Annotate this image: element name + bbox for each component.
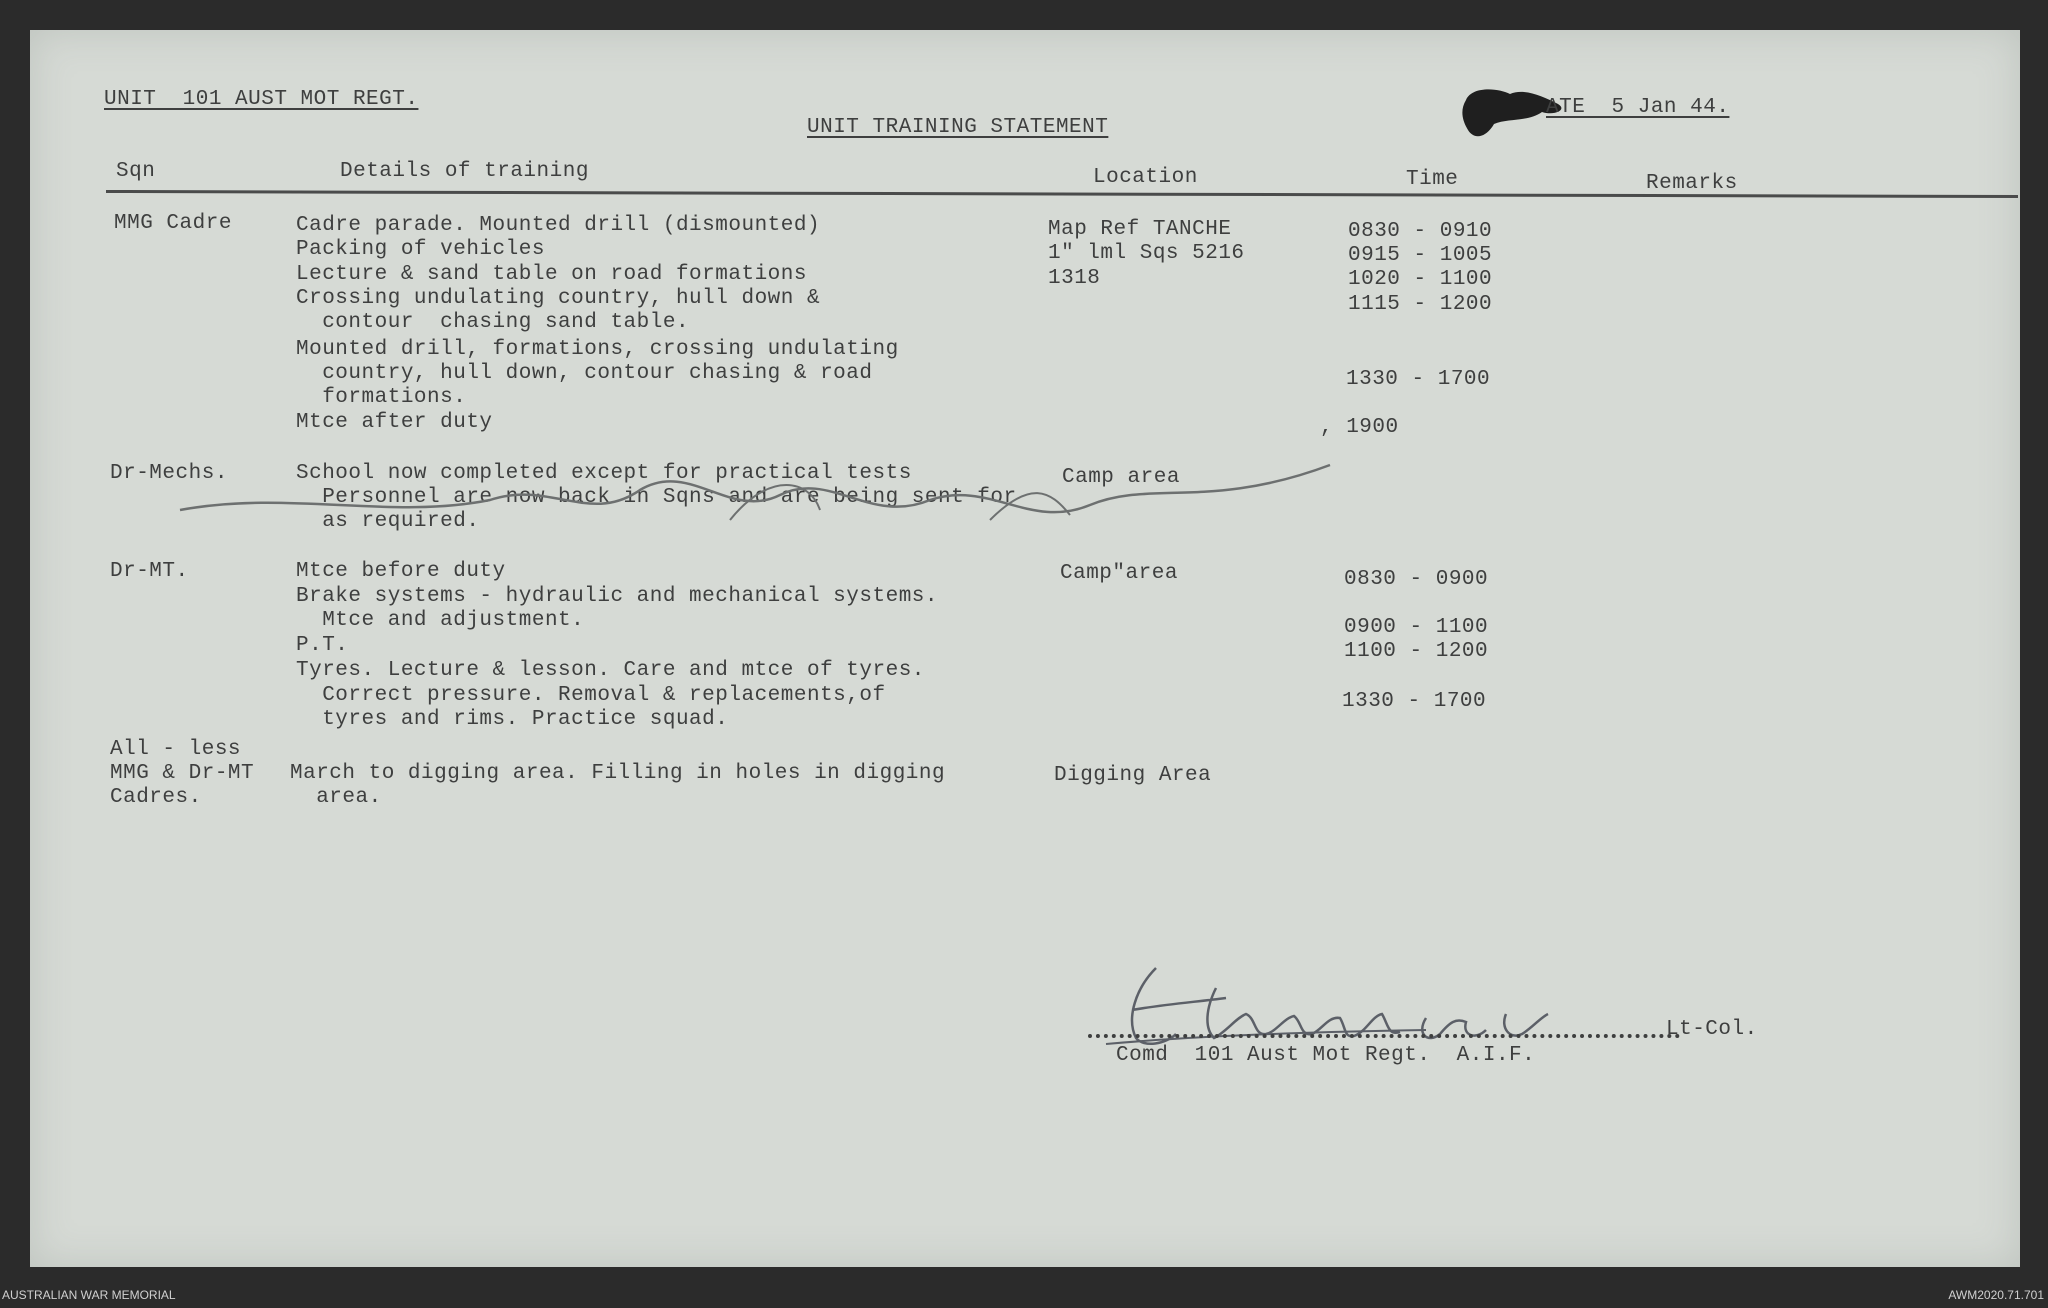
mmg-time: 0915 - 1005: [1348, 244, 1493, 267]
mmg-location-line: 1" lml Sqs 5216: [1048, 242, 1245, 265]
mechs-detail-line: as required.: [296, 510, 480, 533]
mt-detail-line: P.T.: [296, 634, 349, 657]
all-detail-line: March to digging area. Filling in holes in digging: [290, 762, 946, 785]
mechs-detail-line: Personnel are now back in Sqns and are being sent for: [296, 486, 1017, 509]
mt-time: 0830 - 0900: [1344, 568, 1489, 591]
mmg-location-line: 1318: [1048, 267, 1101, 290]
mmg-detail-line: Crossing undulating country, hull down &: [296, 287, 821, 310]
mmg-detail-line: Packing of vehicles: [296, 238, 545, 261]
mmg-detail-line: Cadre parade. Mounted drill (dismounted): [296, 214, 821, 237]
mt-location: Camp"area: [1060, 562, 1178, 585]
mt-time: 1100 - 1200: [1344, 640, 1489, 663]
date-label: ATE 5 Jan 44.: [1546, 96, 1730, 119]
document-sheet: [30, 30, 2020, 1267]
mmg-detail-line: country, hull down, contour chasing & road: [296, 362, 873, 385]
column-header-sqn: Sqn: [116, 160, 156, 183]
mechs-detail-line: School now completed except for practical tests: [296, 462, 912, 485]
mmg-time: , 1900: [1320, 416, 1399, 439]
archive-footer-left: AUSTRALIAN WAR MEMORIAL: [2, 1288, 176, 1302]
mt-detail-line: Brake systems - hydraulic and mechanical systems.: [296, 585, 939, 608]
mt-time: 0900 - 1100: [1344, 616, 1489, 639]
mmg-time: 0830 - 0910: [1348, 220, 1493, 243]
handwritten-signature: [1096, 948, 1596, 1058]
signature-block: Comd 101 Aust Mot Regt. A.I.F.: [1116, 1044, 1536, 1067]
column-header-details: Details of training: [340, 160, 589, 183]
sqn-all-line: MMG & Dr-MT: [110, 762, 255, 785]
mt-detail-line: Mtce before duty: [296, 560, 506, 583]
mmg-detail-line: Mtce after duty: [296, 411, 493, 434]
mmg-detail-line: formations.: [296, 386, 467, 409]
column-header-remarks: Remarks: [1646, 172, 1738, 195]
mmg-detail-line: Lecture & sand table on road formations: [296, 263, 807, 286]
sqn-dr-mechs: Dr-Mechs.: [110, 462, 228, 485]
mechs-location: Camp area: [1062, 466, 1180, 489]
all-location: Digging Area: [1054, 764, 1212, 787]
mmg-location-line: Map Ref TANCHE: [1048, 218, 1232, 241]
mmg-detail-line: contour chasing sand table.: [296, 311, 690, 334]
mmg-detail-line: Mounted drill, formations, crossing undulating: [296, 338, 899, 361]
mmg-time: 1115 - 1200: [1348, 293, 1493, 316]
sqn-all-line: Cadres.: [110, 786, 202, 809]
signature-dotted-line: [1088, 1034, 1680, 1038]
signature-rank: Lt-Col.: [1666, 1018, 1758, 1041]
all-detail-line: area.: [290, 786, 382, 809]
mmg-time: 1330 - 1700: [1346, 368, 1491, 391]
unit-label: UNIT 101 AUST MOT REGT.: [104, 88, 419, 111]
sqn-dr-mt: Dr-MT.: [110, 560, 189, 583]
sqn-mmg-cadre: MMG Cadre: [114, 212, 232, 235]
mt-detail-line: Correct pressure. Removal & replacements,of: [296, 684, 886, 707]
mt-detail-line: Mtce and adjustment.: [296, 609, 585, 632]
column-header-time: Time: [1406, 168, 1459, 191]
document-title: UNIT TRAINING STATEMENT: [807, 116, 1109, 139]
mt-time: 1330 - 1700: [1342, 690, 1487, 713]
mmg-time: 1020 - 1100: [1348, 268, 1493, 291]
sqn-all-line: All - less: [110, 738, 242, 761]
mt-detail-line: tyres and rims. Practice squad.: [296, 708, 729, 731]
pencil-scribble-mark: [170, 450, 1340, 550]
column-header-location: Location: [1093, 166, 1198, 189]
mt-detail-line: Tyres. Lecture & lesson. Care and mtce of tyres.: [296, 659, 925, 682]
archive-footer-right: AWM2020.71.701: [1948, 1288, 2044, 1302]
